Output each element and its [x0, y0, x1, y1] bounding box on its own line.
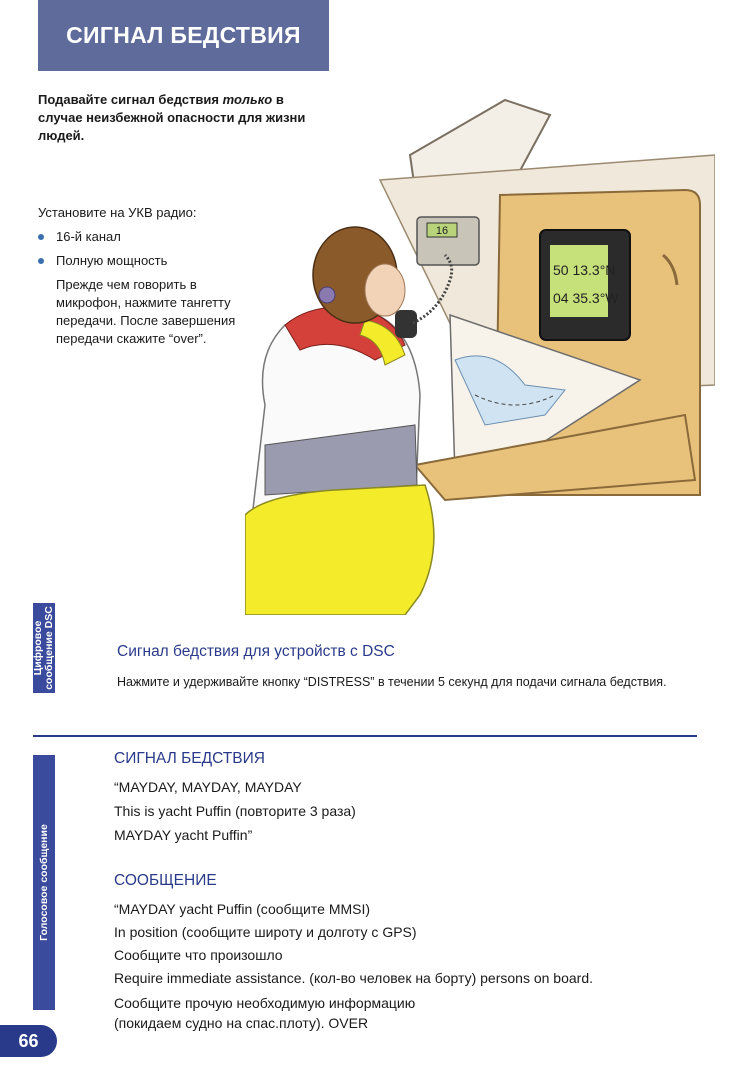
side-tab-dsc-line1: Цифровое	[32, 620, 45, 676]
distress-line: “MAYDAY, MAYDAY, MAYDAY	[114, 779, 302, 795]
radio-operator-illustration	[245, 95, 715, 615]
list-item-label: Полную мощность	[56, 253, 168, 268]
message-line: In position (сообщите широту и долготу с GPS)	[114, 924, 417, 940]
message-heading: СООБЩЕНИЕ	[114, 872, 217, 889]
list-item	[38, 228, 238, 246]
page-number: 66	[18, 1030, 39, 1051]
list-item-label: 16-й канал	[56, 229, 121, 244]
distress-call-lines	[114, 775, 714, 847]
dsc-section-heading: Сигнал бедствия для устройств с DSC	[117, 643, 395, 660]
distress-line: This is yacht Puffin (повторите 3 раза)	[114, 803, 356, 819]
dsc-section-text: Нажмите и удерживайте кнопку “DISTRESS” в течении 5 секунд для подачи сигнала бедствия.	[117, 675, 667, 689]
page-number-badge	[0, 1025, 57, 1057]
gps-screen	[550, 245, 608, 317]
warning-text-part1: Подавайте сигнал бедствия	[38, 92, 223, 107]
page-title: СИГНАЛ БЕДСТВИЯ	[66, 22, 301, 48]
radio-channel-readout: 16	[435, 225, 449, 237]
yellow-trousers	[245, 485, 434, 615]
side-tab-dsc-line2: сообщение DSC	[43, 606, 56, 690]
distress-call-heading: СИГНАЛ БЕДСТВИЯ	[114, 750, 265, 767]
page-title-banner	[38, 0, 329, 71]
vhf-settings-list	[38, 228, 238, 270]
message-line: Require immediate assistance. (кол-во человек на борту) persons on board.	[114, 970, 593, 986]
message-line: “MAYDAY yacht Puffin (сообщите MMSI)	[114, 901, 371, 917]
ptt-note: Прежде чем говорить в микрофон, нажмите тангетту передачи. После завершения передачи скажите “over”.	[56, 277, 236, 346]
side-tab-dsc	[33, 603, 55, 693]
message-lines	[114, 898, 714, 1033]
side-tab-voice-label: Голосовое сообщение	[37, 824, 50, 941]
gps-latitude: 50 13.3°N	[553, 262, 616, 278]
bullet-icon	[38, 234, 44, 240]
gps-longitude: 04 35.3°W	[553, 290, 619, 306]
face	[365, 264, 405, 316]
warning-text-part2: в случае неизбежной опасности для жизни людей.	[38, 92, 306, 143]
list-item	[38, 252, 238, 270]
section-divider	[33, 735, 697, 737]
vhf-intro: Установите на УКВ радио:	[38, 205, 197, 220]
side-tab-voice	[33, 755, 55, 1010]
vhf-instructions	[38, 204, 238, 348]
message-line: Сообщите прочую необходимую информацию	[114, 995, 416, 1011]
hair-tie	[319, 287, 335, 303]
message-line: Сообщите что произошло	[114, 947, 283, 963]
distress-line: MAYDAY yacht Puffin”	[114, 827, 253, 843]
bullet-icon	[38, 258, 44, 264]
message-line: (покидаем судно на спас.плоту). OVER	[114, 1015, 369, 1031]
warning-emphasis: только	[222, 92, 273, 107]
side-tab-dsc-label	[33, 606, 55, 690]
